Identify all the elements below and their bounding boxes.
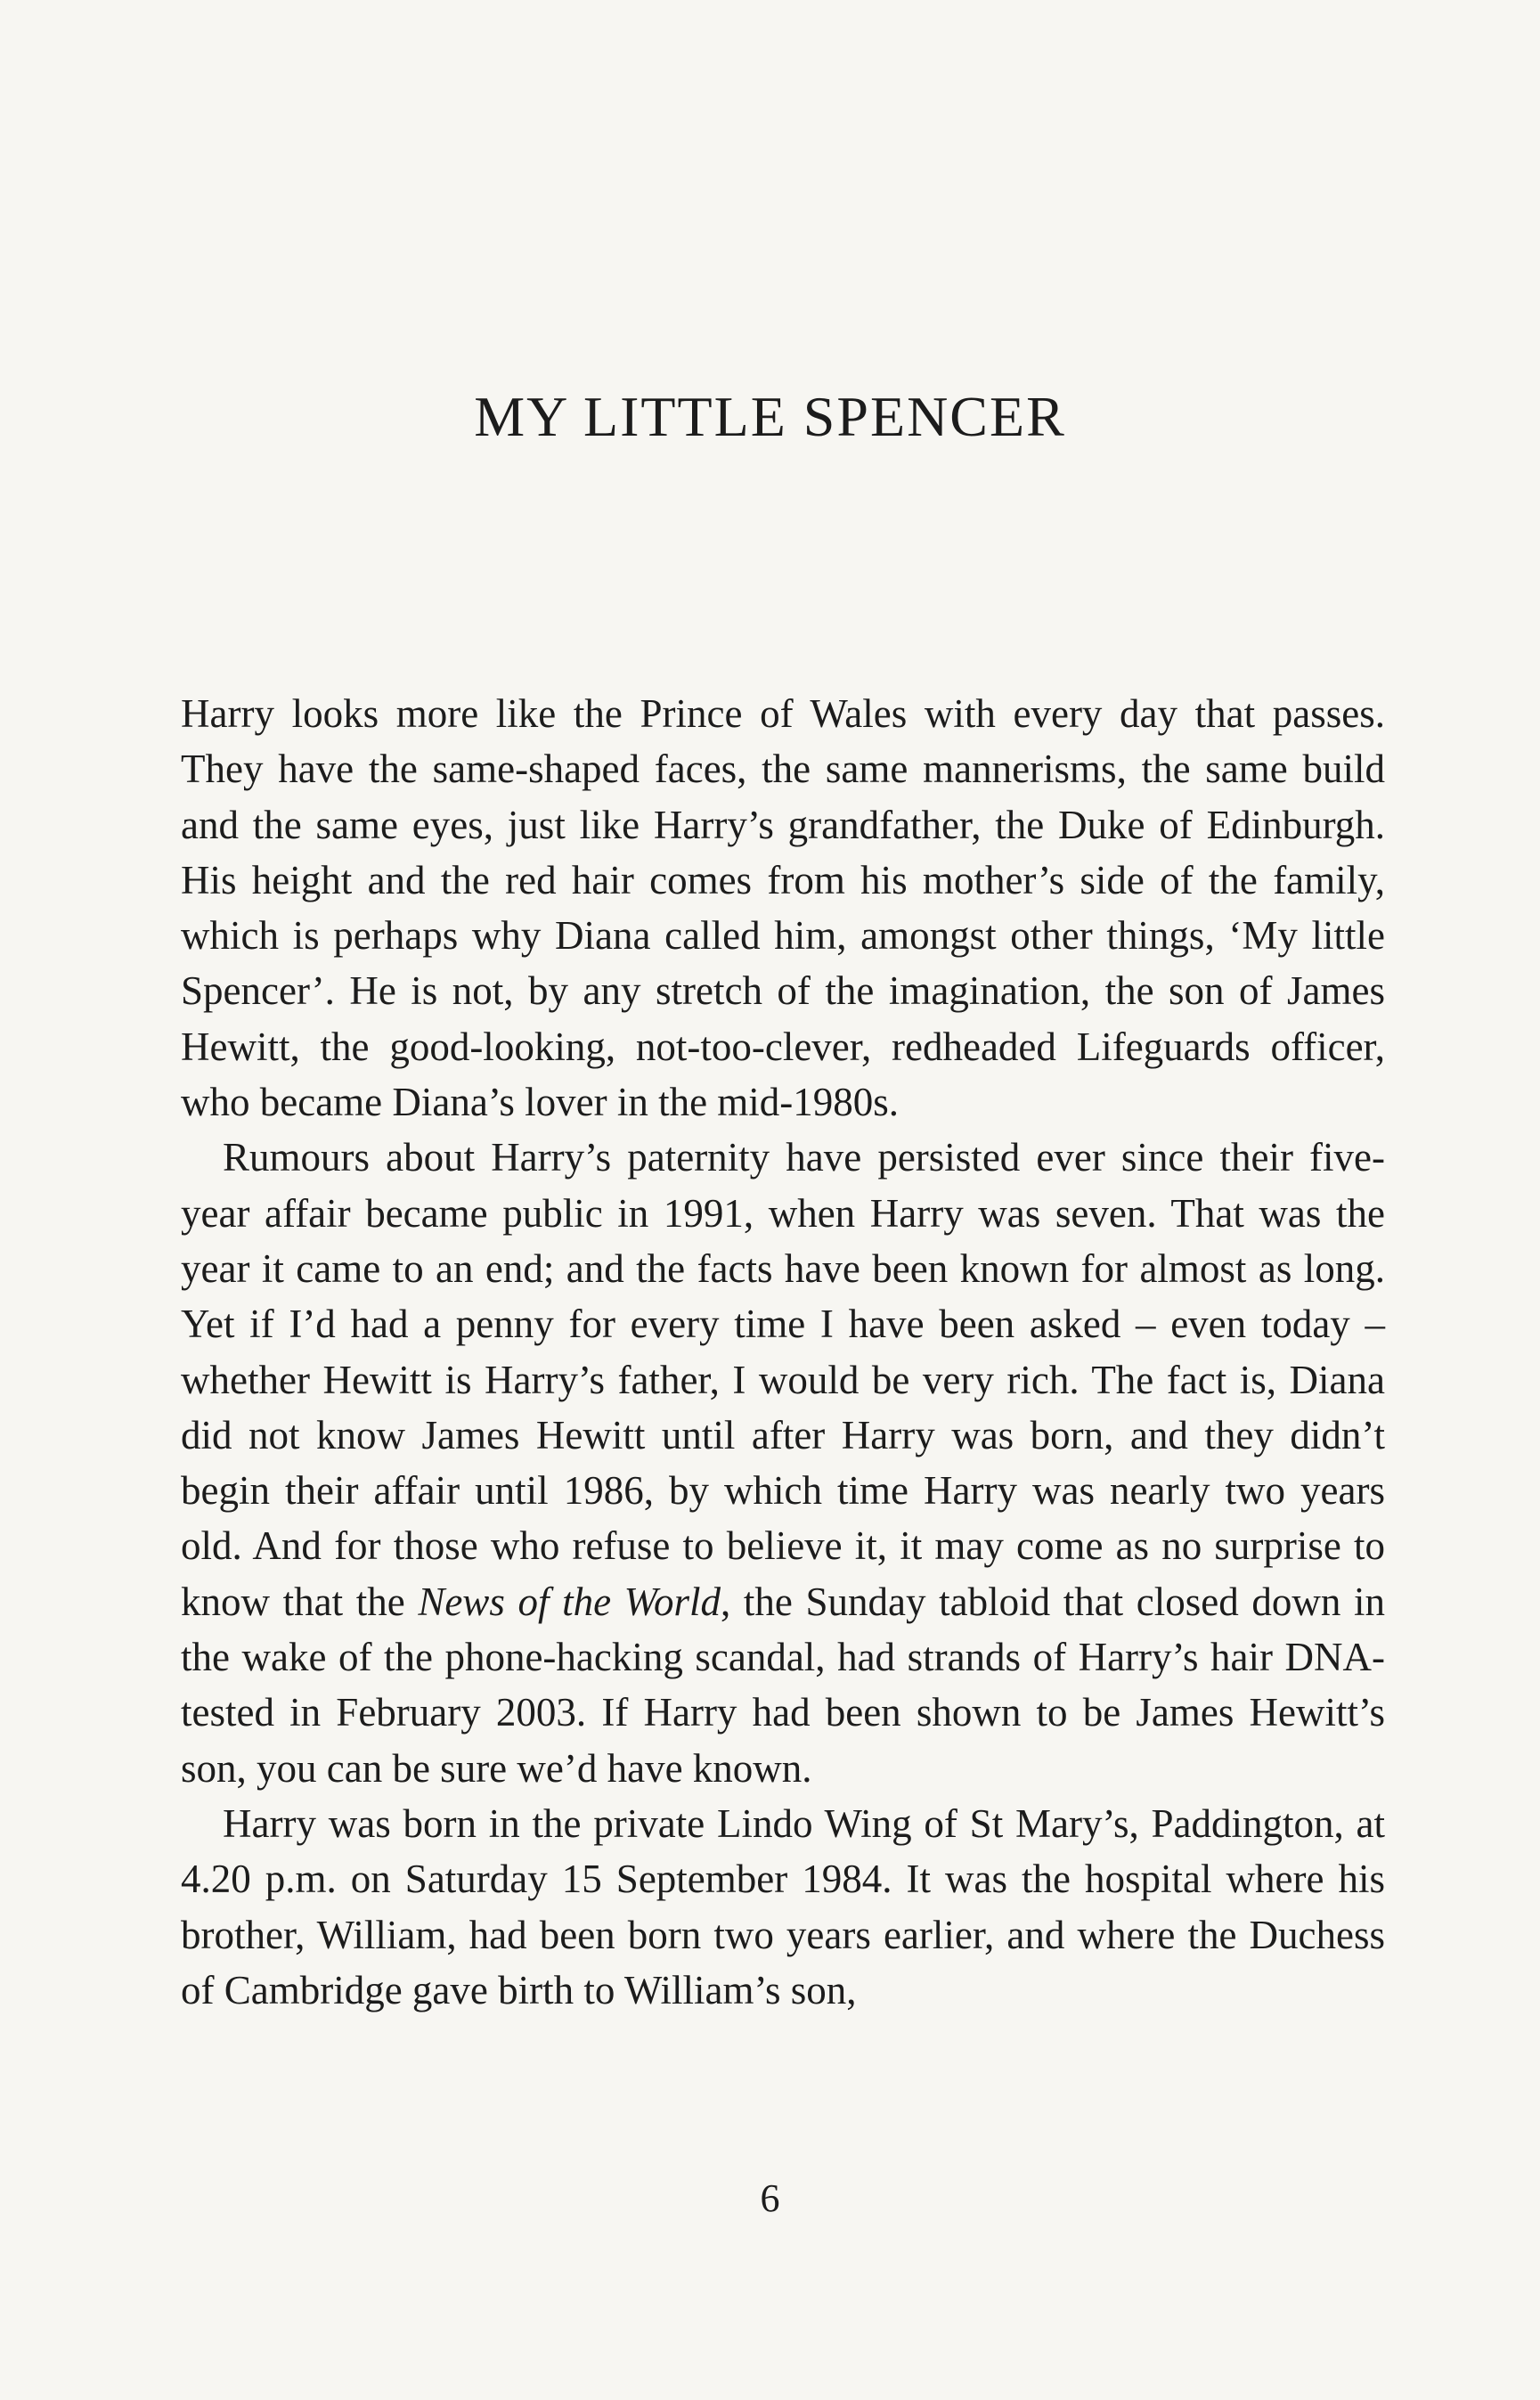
newspaper-title: News of the World: [418, 1579, 721, 1624]
paragraph-1: Harry looks more like the Prince of Wales with every day that passes. They have the same-shaped faces, the same mannerisms, the same build and the same eyes, just like Harry’s grandfather, the Duke of Edinburgh. His height and the red hair comes from his mother’s side of the family, which is perhaps why Diana called him, amongst other things, ‘My little Spencer’. He is not, by any stretch of the imagination, the son of James Hewitt, the good-looking, not-too-clever, redheaded Lifeguards officer, who became Diana’s lover in the mid-1980s.: [181, 691, 1385, 1125]
page-number: 6: [760, 2176, 780, 2220]
paragraph-2-text-before: Rumours about Harry’s paternity have persisted ever since their five-year affair became public in 1991, when Harry was seven. That was the year it came to an end; and the facts have been known for almost as long. Yet if I’d had a penny for every time I have been asked – even today – whether Hewitt is Harry’s father, I would be very rich. The fact is, Diana did not know James Hewitt until after Harry was born, and they didn’t begin their affair until 1986, by which time Harry was nearly two years old. And for those who refuse to believe it, it may come as no surprise to know that the: [181, 1135, 1385, 1624]
paragraph-2-text-after: , the Sunday tabloid that closed down in the wake of the phone-hacking scandal, had strands of Harry’s hair DNA-tested in February 2003. If Harry had been shown to be James Hewitt’s son, you can be sure we’d have known.: [181, 1579, 1385, 1791]
paragraph-3: Harry was born in the private Lindo Wing of St Mary’s, Paddington, at 4.20 p.m. on Saturday 15 September 1984. It was the hospital where his brother, William, had been born two years earlier, and where the Duchess of Cambridge gave birth to William’s son,: [181, 1800, 1385, 2012]
paragraph-2: [181, 1130, 1385, 1796]
chapter-title: MY LITTLE SPENCER: [474, 385, 1066, 448]
body-text: [181, 686, 1385, 2018]
